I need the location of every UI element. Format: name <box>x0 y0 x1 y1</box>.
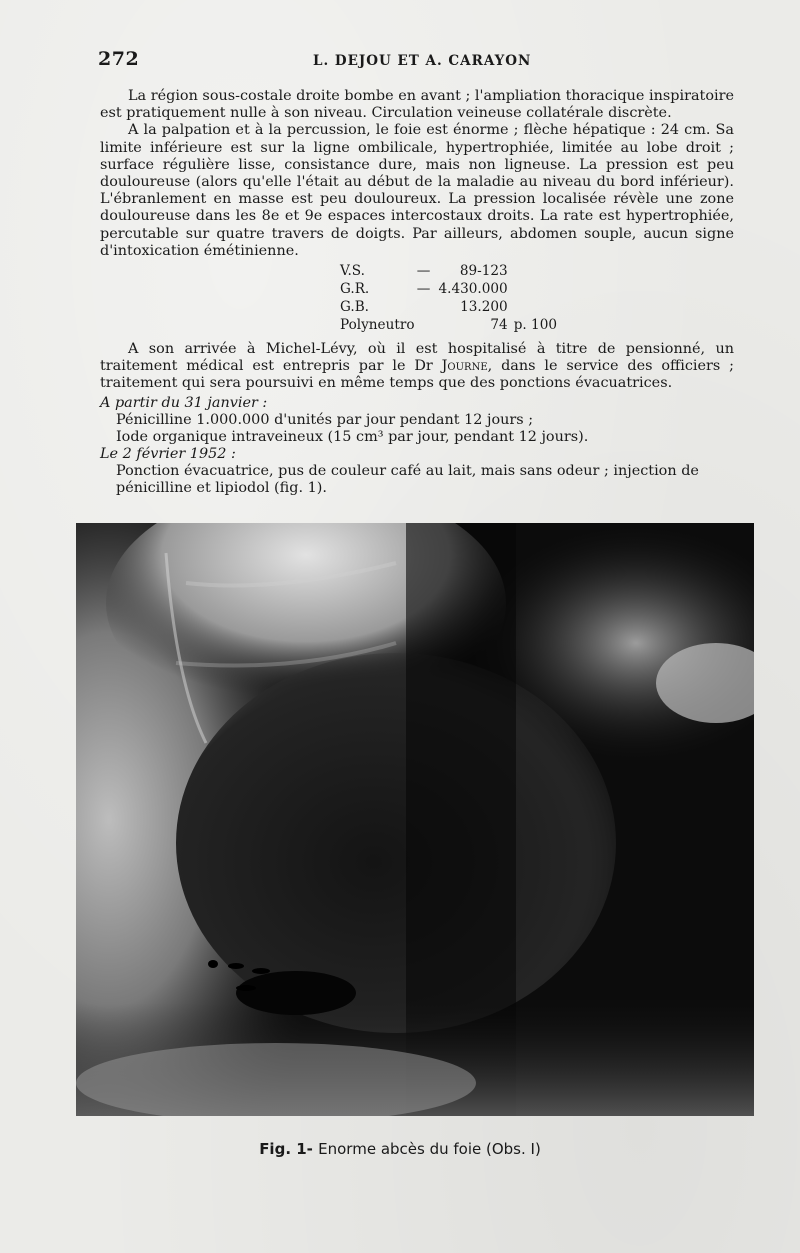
running-head: L. DEJOU ET A. CARAYON <box>313 53 532 69</box>
page-number: 272 <box>98 48 140 70</box>
entry-line: Ponction évacuatrice, pus de couleur café au lait, mais sans odeur ; injection de pénicilline et lipiodol (fig. 1). <box>116 463 699 496</box>
lab-unit <box>508 280 557 298</box>
lab-separator: — <box>416 263 431 279</box>
paragraph: A la palpation et à la percussion, le foie est énorme ; flèche hépatique : 24 cm. Sa limite inférieure est sur la ligne ombilicale, hypertrophiée, limitée au lobe droit ; surface régulière lisse, consistance dure, mais non ligneuse. La pression est peu douloureuse (alors qu'elle l'était au début de la maladie au niveau du bord inférieur). L'ébranlement en masse est peu douloureux. La pression localisée révèle une zone douloureuse dans les 8e et 9e espaces intercostaux droits. La rate est hypertrophiée, percutable sur quatre travers de doigts. Par ailleurs, abdomen souple, aucun signe d'intoxication émétinienne. <box>100 122 734 259</box>
paragraph: La région sous-costale droite bombe en avant ; l'ampliation thoracique inspiratoire est pratiquement nulle à son niveau. Circulation veineuse collatérale discrète. <box>100 88 734 122</box>
lab-value: 4.430.000 <box>438 281 508 297</box>
clinical-exam-text <box>100 88 734 260</box>
caption-label: Fig. 1- <box>259 1140 313 1158</box>
treatment-paragraph <box>100 341 734 392</box>
caption-text: Enorme abcès du foie (Obs. I) <box>318 1140 541 1158</box>
doctor-name: Journe <box>441 358 488 374</box>
xray-figure <box>76 523 754 1116</box>
arrival-text: A son arrivée à Michel-Lévy, où il est hospitalisé à titre de pensionné, un traitement médical est entrepris par le Dr <box>100 341 734 374</box>
entry-line: Iode organique intraveineux (15 cm³ par jour, pendant 12 jours). <box>116 429 589 445</box>
lab-value: 89-123 <box>459 263 508 279</box>
entry-line: Pénicilline 1.000.000 d'unités par jour pendant 12 jours ; <box>116 412 534 428</box>
lab-result-row <box>340 280 557 298</box>
entry-date: Le 2 février 1952 : <box>100 446 236 462</box>
lab-separator: — <box>416 281 431 297</box>
lab-separator <box>415 298 433 316</box>
treatment-timeline <box>100 395 734 497</box>
lab-result-row <box>340 262 557 280</box>
lab-label: G.R. <box>340 281 370 297</box>
lab-label: G.B. <box>340 299 370 315</box>
page-header <box>98 48 738 74</box>
lab-label: V.S. <box>340 263 365 279</box>
lab-separator <box>415 316 433 334</box>
figure-caption <box>0 1140 800 1158</box>
lab-result-row <box>340 316 557 334</box>
lab-unit: p. 100 <box>513 317 557 333</box>
lab-label: Polyneutro <box>340 317 415 333</box>
lab-unit <box>508 262 557 280</box>
lab-result-row <box>340 298 557 316</box>
lab-value: 74 <box>490 317 508 333</box>
xray-image <box>76 523 754 1116</box>
lab-unit <box>508 298 557 316</box>
lab-results-table <box>340 262 557 334</box>
arrival-text-end: , dans le service des officiers ; traitement qui sera poursuivi en même temps que des ponctions évacuatrices. <box>100 358 734 391</box>
entry-date: A partir du 31 janvier : <box>100 395 268 411</box>
lab-value: 13.200 <box>460 299 508 315</box>
